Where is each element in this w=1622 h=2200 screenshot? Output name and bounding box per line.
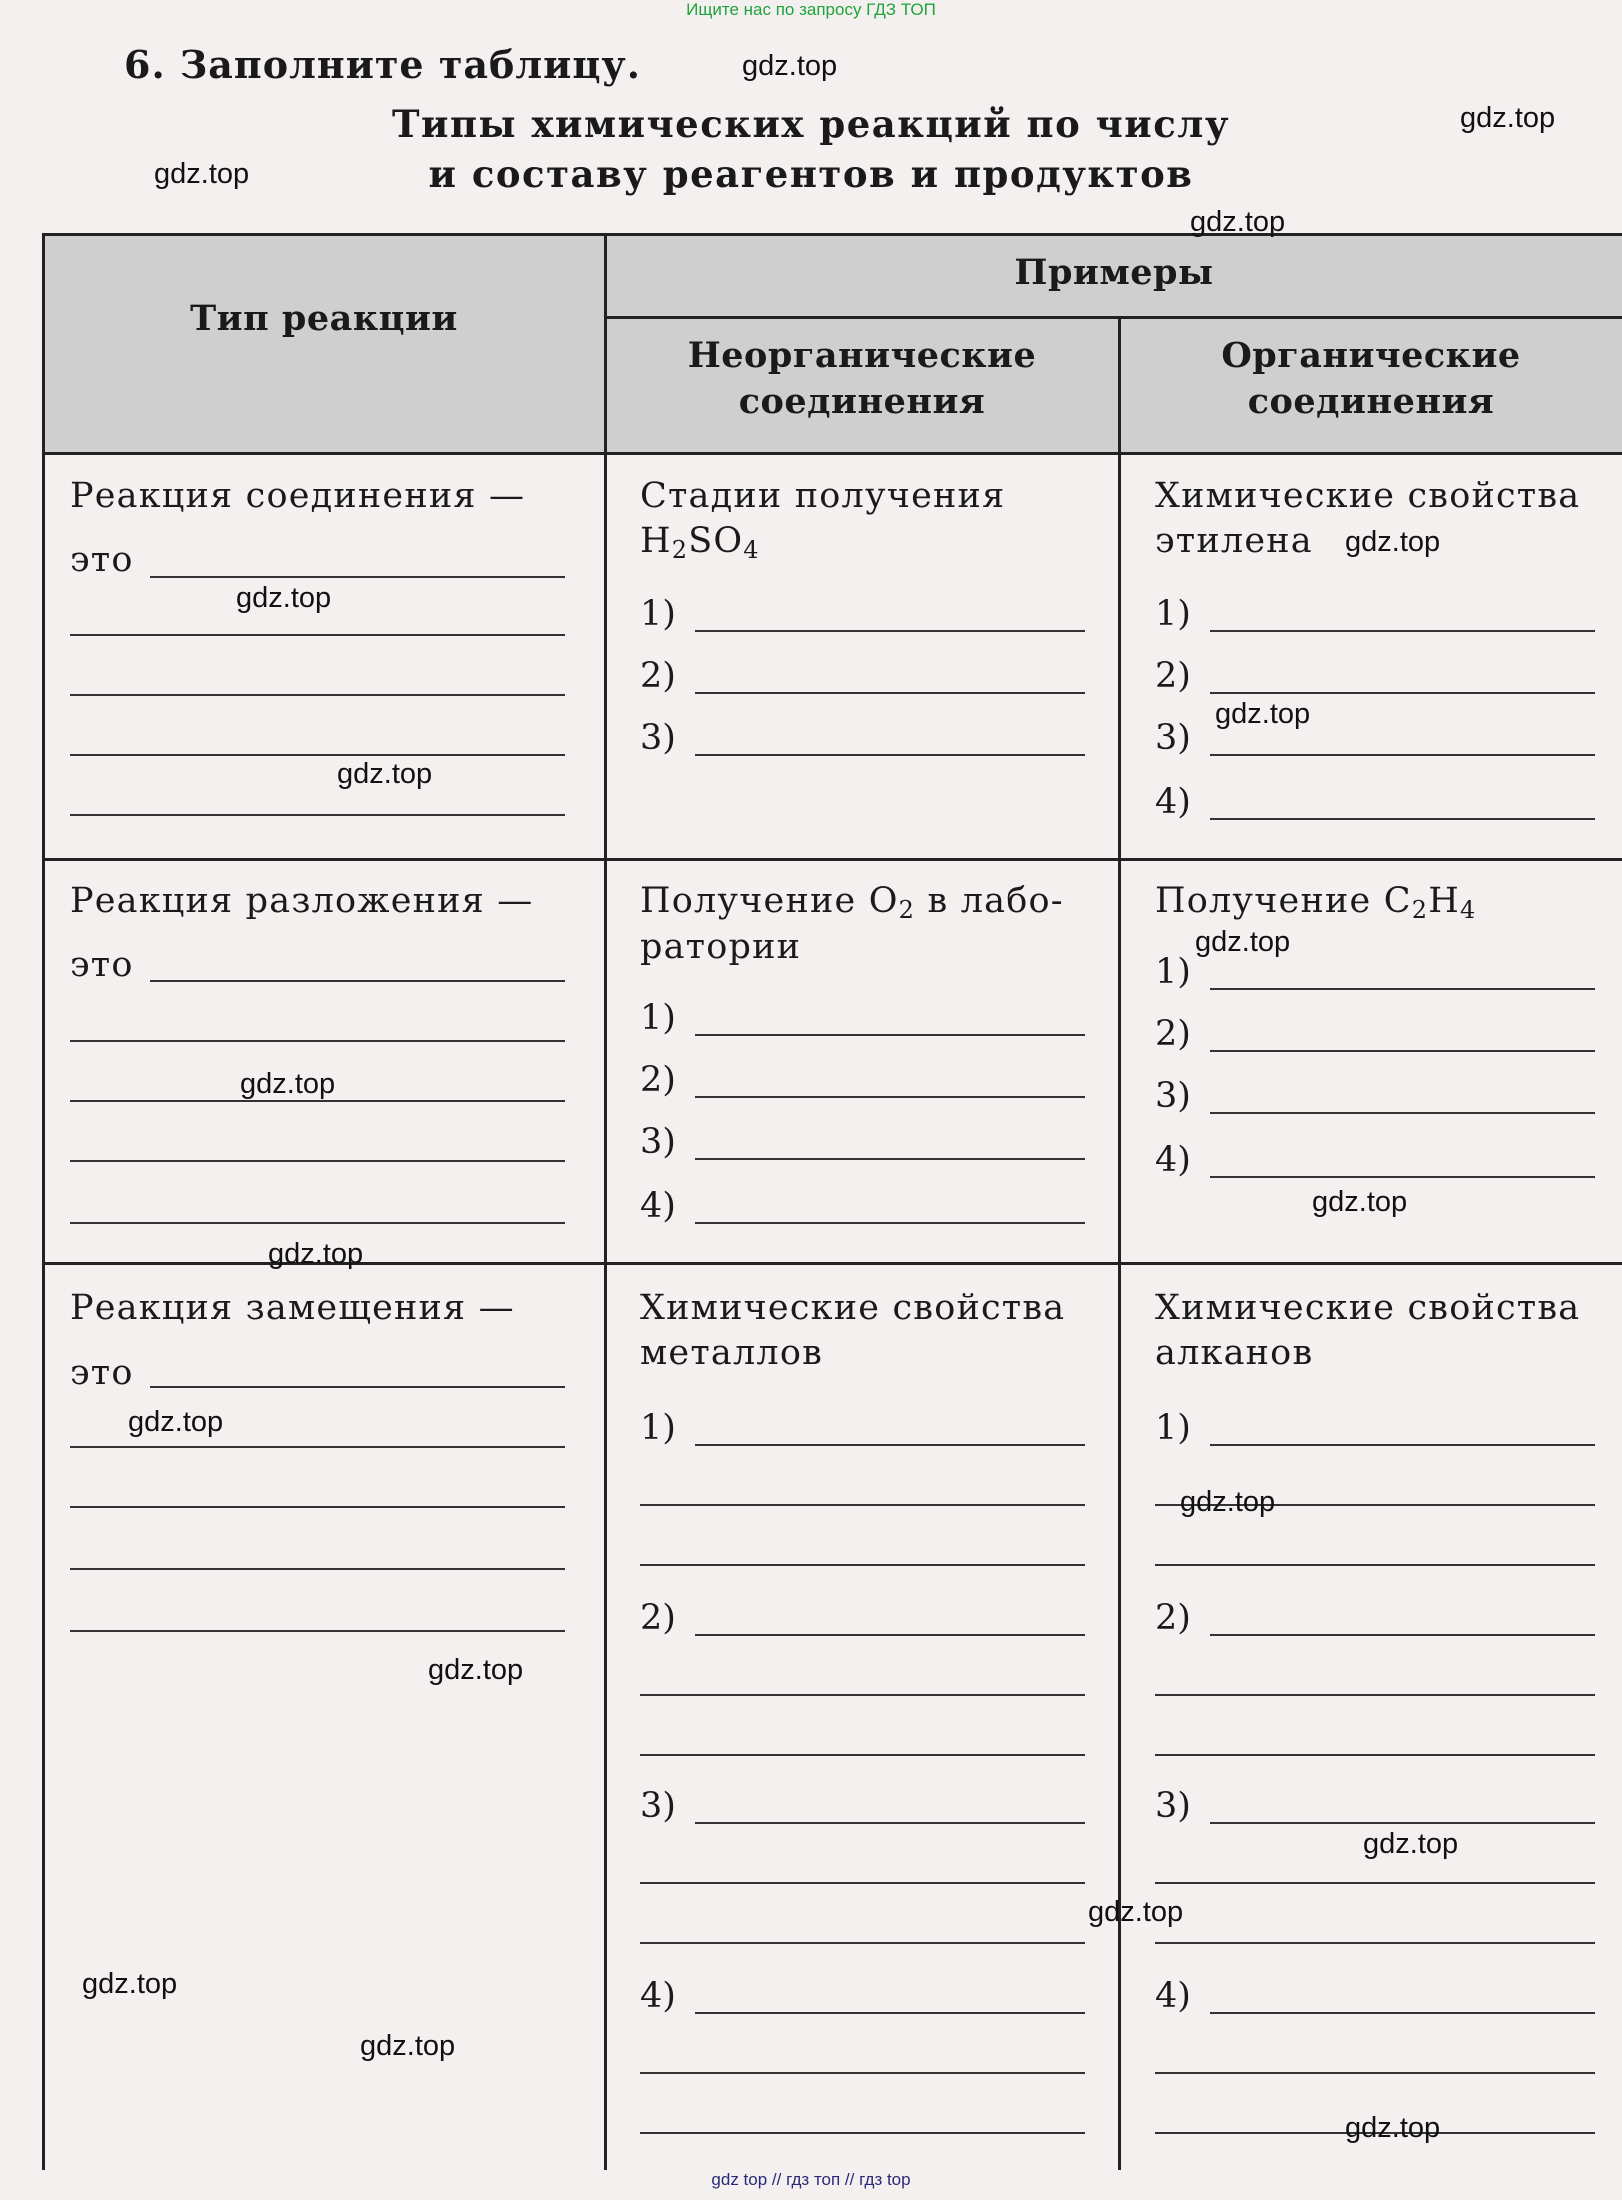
- answer-line[interactable]: [1210, 1634, 1595, 1636]
- item-number: 1): [640, 1408, 676, 1448]
- answer-line[interactable]: [1210, 692, 1595, 694]
- watermark: gdz.top: [1363, 1828, 1459, 1860]
- header-divider: [606, 316, 1622, 319]
- header-bottom-border: [42, 452, 1622, 455]
- watermark: gdz.top: [337, 758, 433, 790]
- answer-line[interactable]: [70, 1446, 565, 1448]
- watermark: gdz.top: [1190, 206, 1286, 238]
- column-divider-2: [1118, 316, 1121, 2170]
- answer-line[interactable]: [695, 1822, 1085, 1824]
- item-number: 4): [1155, 1140, 1191, 1180]
- watermark: gdz.top: [1345, 2112, 1441, 2144]
- row1-type-line1: Реакция соединения —: [70, 476, 526, 516]
- row3-inorganic-line2: металлов: [640, 1333, 824, 1373]
- row1-organic-line2: этилена: [1155, 521, 1313, 561]
- row3-inorganic-line1: Химические свойства: [640, 1288, 1066, 1328]
- header-examples: Примеры: [1014, 252, 1214, 293]
- watermark: gdz.top: [360, 2030, 456, 2062]
- row1-type-line2: это: [70, 540, 134, 580]
- row2-type-line2: это: [70, 945, 134, 985]
- row3-organic-line1: Химические свойства: [1155, 1288, 1581, 1328]
- item-number: 2): [640, 656, 676, 696]
- watermark: gdz.top: [236, 582, 332, 614]
- item-number: 2): [1155, 1598, 1191, 1638]
- row2-type-line1: Реакция разложения —: [70, 881, 534, 921]
- answer-line[interactable]: [1210, 1176, 1595, 1178]
- item-number: 1): [1155, 594, 1191, 634]
- answer-line[interactable]: [640, 2132, 1085, 2134]
- answer-line[interactable]: [1210, 630, 1595, 632]
- answer-line[interactable]: [70, 694, 565, 696]
- watermark: gdz.top: [742, 50, 838, 82]
- answer-line[interactable]: [70, 1040, 565, 1042]
- watermark: gdz.top: [1215, 698, 1311, 730]
- row1-inorganic-formula: $H_2SO_4$: [640, 521, 760, 564]
- answer-line[interactable]: [1155, 1694, 1595, 1696]
- item-number: 1): [640, 594, 676, 634]
- answer-line[interactable]: [695, 692, 1085, 694]
- answer-line[interactable]: [150, 980, 565, 982]
- answer-line[interactable]: [1155, 1882, 1595, 1884]
- answer-line[interactable]: [640, 1564, 1085, 1566]
- bottom-banner: gdz top // гдз топ // гдз top: [711, 2170, 911, 2189]
- answer-line[interactable]: [70, 814, 565, 816]
- answer-line[interactable]: [70, 1568, 565, 1570]
- row3-type-line1: Реакция замещения —: [70, 1288, 515, 1328]
- answer-line[interactable]: [1210, 818, 1595, 820]
- row1-organic-line1: Химические свойства: [1155, 476, 1581, 516]
- item-number: 2): [640, 1060, 676, 1100]
- answer-line[interactable]: [70, 1160, 565, 1162]
- answer-line[interactable]: [695, 1034, 1085, 1036]
- watermark: gdz.top: [154, 158, 250, 190]
- answer-line[interactable]: [640, 1942, 1085, 1944]
- watermark: gdz.top: [1180, 1486, 1276, 1518]
- table-top-border: [42, 233, 1622, 236]
- item-number: 2): [1155, 656, 1191, 696]
- item-number: 4): [640, 1976, 676, 2016]
- answer-line[interactable]: [1210, 1050, 1595, 1052]
- item-number: 3): [640, 718, 676, 758]
- answer-line[interactable]: [1210, 2012, 1595, 2014]
- watermark: gdz.top: [82, 1968, 178, 2000]
- table-title-line1: Типы химических реакций по числу: [391, 102, 1231, 146]
- item-number: 4): [1155, 1976, 1191, 2016]
- watermark: gdz.top: [1460, 102, 1556, 134]
- item-number: 3): [640, 1122, 676, 1162]
- row1-inorganic-line1: Стадии получения: [640, 476, 1006, 516]
- answer-line[interactable]: [695, 1096, 1085, 1098]
- watermark: gdz.top: [1195, 926, 1291, 958]
- answer-line[interactable]: [1155, 1754, 1595, 1756]
- item-number: 3): [640, 1786, 676, 1826]
- answer-line[interactable]: [1155, 2072, 1595, 2074]
- answer-line[interactable]: [1155, 1942, 1595, 1944]
- item-number: 1): [640, 998, 676, 1038]
- watermark: gdz.top: [1088, 1896, 1184, 1928]
- item-number: 4): [1155, 782, 1191, 822]
- answer-line[interactable]: [640, 2072, 1085, 2074]
- item-number: 1): [1155, 952, 1191, 992]
- row2-inorganic-line2: ратории: [640, 927, 802, 967]
- answer-line[interactable]: [640, 1754, 1085, 1756]
- watermark: gdz.top: [240, 1068, 336, 1100]
- table-title-line2: и составу реагентов и продуктов: [428, 152, 1194, 196]
- watermark: gdz.top: [428, 1654, 524, 1686]
- watermark: gdz.top: [1345, 526, 1441, 558]
- item-number: 4): [640, 1186, 676, 1226]
- row3-organic-line2: алканов: [1155, 1333, 1314, 1373]
- watermark: gdz.top: [128, 1406, 224, 1438]
- answer-line[interactable]: [70, 1222, 565, 1224]
- answer-line[interactable]: [695, 754, 1085, 756]
- item-number: 3): [1155, 718, 1191, 758]
- answer-line[interactable]: [1210, 1444, 1595, 1446]
- answer-line[interactable]: [695, 1634, 1085, 1636]
- answer-line[interactable]: [1210, 988, 1595, 990]
- watermark: gdz.top: [1312, 1186, 1408, 1218]
- top-banner: Ищите нас по запросу ГДЗ ТОП: [686, 0, 936, 19]
- answer-line[interactable]: [70, 754, 565, 756]
- row3-type-line2: это: [70, 1353, 134, 1393]
- item-number: 3): [1155, 1076, 1191, 1116]
- answer-line[interactable]: [1210, 1112, 1595, 1114]
- column-divider-1: [604, 233, 607, 2170]
- answer-line[interactable]: [1210, 1822, 1595, 1824]
- answer-line[interactable]: [70, 1630, 565, 1632]
- answer-line[interactable]: [640, 1504, 1085, 1506]
- answer-line[interactable]: [150, 576, 565, 578]
- item-number: 3): [1155, 1786, 1191, 1826]
- answer-line[interactable]: [1210, 754, 1595, 756]
- answer-line[interactable]: [695, 1444, 1085, 1446]
- answer-line[interactable]: [695, 1158, 1085, 1160]
- watermark: gdz.top: [268, 1238, 364, 1270]
- item-number: 1): [1155, 1408, 1191, 1448]
- item-number: 2): [1155, 1014, 1191, 1054]
- answer-line[interactable]: [695, 2012, 1085, 2014]
- answer-line[interactable]: [695, 630, 1085, 632]
- table-left-border: [42, 233, 45, 2170]
- header-inorganic: Неорганические соединения: [687, 335, 1037, 422]
- header-organic: Органические соединения: [1221, 335, 1521, 422]
- answer-line[interactable]: [70, 634, 565, 636]
- answer-line[interactable]: [640, 1694, 1085, 1696]
- task-heading: 6. Заполните таблицу.: [124, 42, 641, 87]
- answer-line[interactable]: [70, 1506, 565, 1508]
- header-type: Тип реакции: [190, 298, 458, 339]
- row-divider-1: [42, 858, 1622, 861]
- answer-line[interactable]: [640, 1882, 1085, 1884]
- item-number: 2): [640, 1598, 676, 1638]
- row2-organic-line1: Получение $C_2H_4$: [1155, 881, 1477, 924]
- answer-line[interactable]: [1155, 1564, 1595, 1566]
- answer-line[interactable]: [695, 1222, 1085, 1224]
- row2-inorganic-line1: Получение $O_2$ в лабо-: [640, 881, 1064, 924]
- answer-line[interactable]: [150, 1386, 565, 1388]
